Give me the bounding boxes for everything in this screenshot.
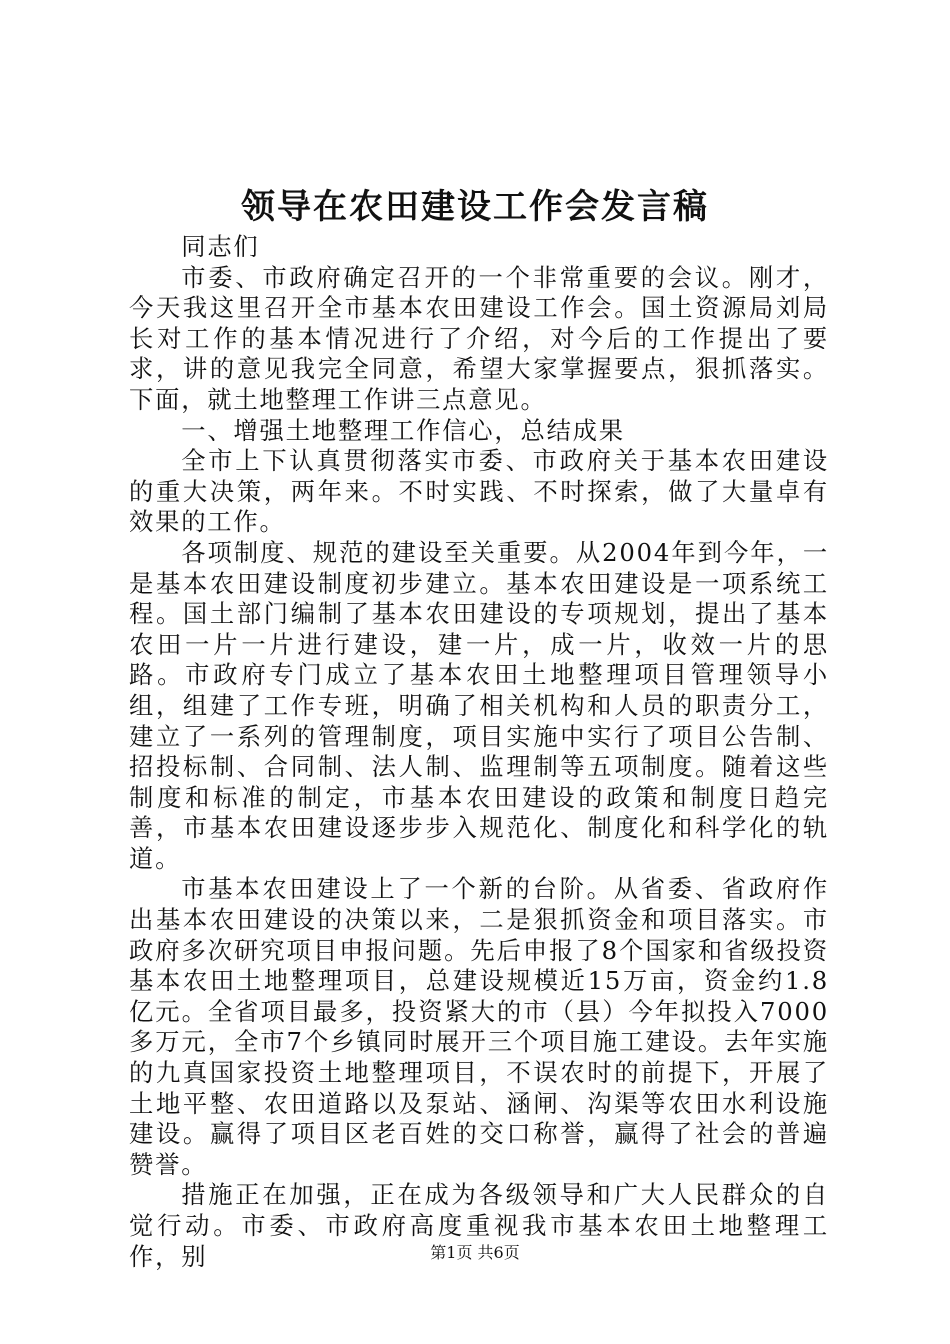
section-heading: 一、增强土地整理工作信心，总结成果 <box>181 415 625 445</box>
document-title: 领导在农田建设工作会发言稿 <box>241 187 709 227</box>
document-body <box>129 232 829 1272</box>
paragraph: 全市上下认真贯彻落实市委、市政府关于基本农田建设的重大决策，两年来。不时实践、不时探索，做了大量卓有效果的工作。 <box>129 446 829 537</box>
paragraph: 市委、市政府确定召开的一个非常重要的会议。刚才，今天我这里召开全市基本农田建设工作会。国土资源局刘局长对工作的基本情况进行了介绍，对今后的工作提出了要求，讲的意见我完全同意，希望大家掌握要点，狠抓落实。下面，就土地整理工作讲三点意见。 <box>129 262 829 414</box>
paragraph: 市基本农田建设上了一个新的台阶。从省委、省政府作出基本农田建设的决策以来，二是狠抓资金和项目落实。市政府多次研究项目申报问题。先后申报了8个国家和省级投资基本农田土地整理项目，总建设规模近15万亩，资金约1.8亿元。全省项目最多，投资紧大的市（县）今年拟投入7000多万元，全市7个乡镇同时展开三个项目施工建设。去年实施的九真国家投资土地整理项目，不误农时的前提下，开展了土地平整、农田道路以及泵站、涵闸、沟渠等农田水利设施建设。赢得了项目区老百姓的交口称誉，赢得了社会的普遍赞誉。 <box>129 874 829 1179</box>
salutation: 同志们 <box>181 232 260 261</box>
page-number-footer: 第1页 共6页 <box>430 1243 520 1262</box>
paragraph: 各项制度、规范的建设至关重要。从2004年到今年，一是基本农田建设制度初步建立。基本农田建设是一项系统工程。国土部门编制了基本农田建设的专项规划，提出了基本农田一片一片进行建设，建一片，成一片，收效一片的思路。市政府专门成立了基本农田土地整理项目管理领导小组，组建了工作专班，明确了相关机构和人员的职责分工，建立了一系列的管理制度，项目实施中实行了项目公告制、招投标制、合同制、法人制、监理制等五项制度。随着这些制度和标准的制定，市基本农田建设的政策和制度日趋完善，市基本农田建设逐步步入规范化、制度化和科学化的轨道。 <box>129 537 829 873</box>
paragraph: 措施正在加强，正在成为各级领导和广大人民群众的自觉行动。市委、市政府高度重视我市基本农田土地整理工作，别 <box>129 1180 829 1271</box>
